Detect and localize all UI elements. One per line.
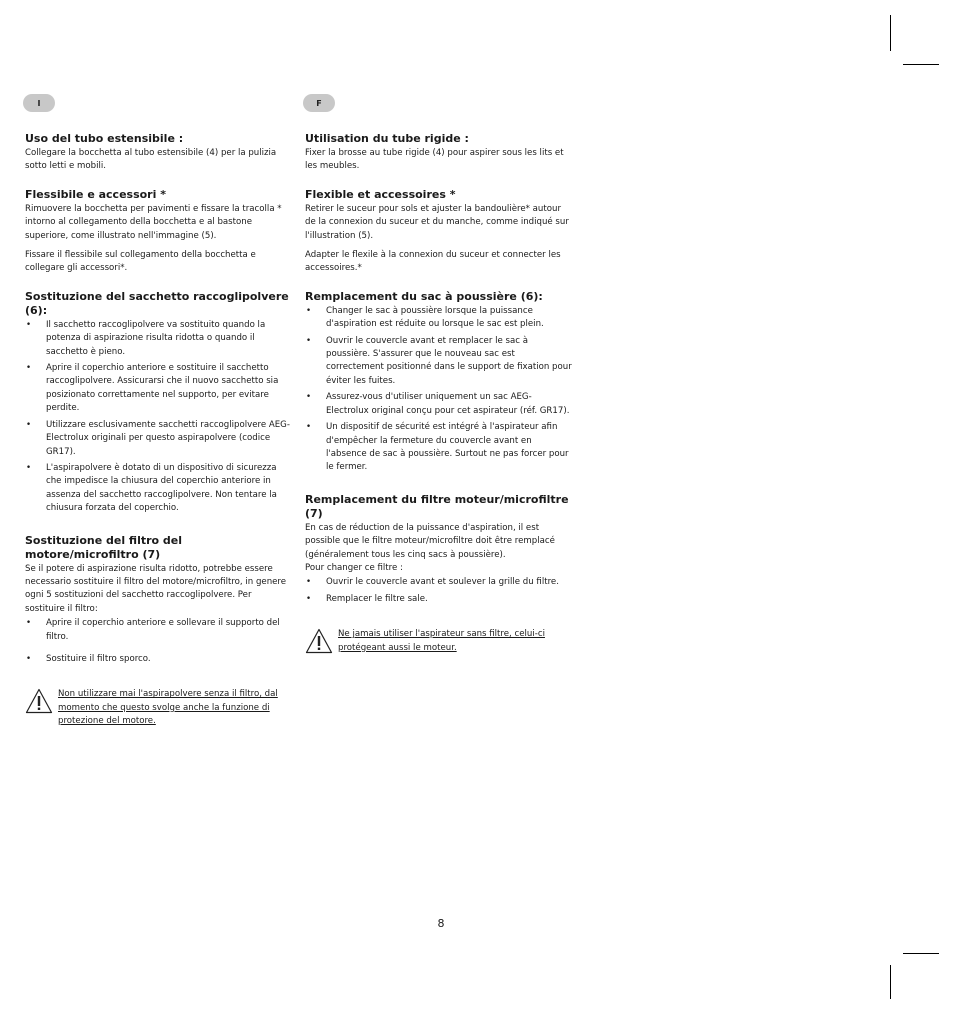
section-text: Fissare il flessibile sul collegamento della bocchetta e collegare gli accessori*. (25, 250, 256, 274)
italian-column (25, 94, 293, 729)
bullet-icon: • (26, 419, 32, 430)
section-heading: Sostituzione del filtro del motore/microfiltro (7) (25, 533, 183, 561)
warning-triangle-icon (25, 688, 53, 714)
section-text: Adapter le flexile à la connexion du suceur et connecter les accessoires.* (305, 250, 561, 274)
bullet-icon: • (26, 653, 32, 664)
crop-mark-bottom-horizontal (903, 953, 939, 954)
section-text: Se il potere di aspirazione risulta ridotto, potrebbe essere necessario sostituire il filtro del motore/microfiltro, in genere ogni 5 sostituzioni del sacchetto raccoglipolvere. Per sostituire il filtro: (25, 563, 287, 614)
bullet-icon: • (26, 462, 32, 473)
warning-text: Ne jamais utiliser l'aspirateur sans filtre, celui-ci protégeant aussi le moteur. (338, 629, 545, 653)
bullet-icon: • (26, 363, 32, 374)
section-motor-filter (305, 493, 573, 606)
section-heading: Flessibile e accessori * (25, 187, 166, 201)
warning-notice (25, 688, 293, 728)
list-item: • Un dispositif de sécurité est intégré à l'aspirateur afin d'empêcher la fermeture du couvercle avant en l'absence de sac à poussière. Surtout ne pas forcer pour le fermer. (306, 422, 569, 473)
section-heading: Flexible et accessoires * (305, 187, 456, 201)
list-item: • Aprire il coperchio anteriore e sollevare il supporto del filtro. (26, 618, 280, 642)
bullet-icon: • (26, 618, 32, 629)
crop-mark-bottom-vertical (890, 965, 891, 999)
section-text: Collegare la bocchetta al tubo estensibile (4) per la pulizia sotto letti e mobili. (25, 148, 277, 172)
section-heading: Utilisation du tube rigide : (305, 132, 469, 145)
list-item: • L'aspirapolvere è dotato di un dispositivo di sicurezza che impedisce la chiusura del coperchio anteriore in assenza del sacchetto raccoglipolvere. Non tentare la chiusura forzata del coperchio. (26, 462, 277, 514)
section-dust-bag (305, 290, 573, 475)
list-item: • Aprire il coperchio anteriore e sostituire il sacchetto raccoglipolvere. Assicurarsi che il nuovo sacchetto sia posizionato correttamente nel supporto, per evitare perdite. (26, 363, 279, 414)
crop-mark-top-vertical (890, 15, 891, 51)
bullet-icon: • (306, 392, 312, 403)
section-heading: Remplacement du sac à poussière (6): (305, 289, 543, 303)
section-text: Pour changer ce filtre : (305, 562, 403, 573)
list-item: • Assurez-vous d'utiliser uniquement un sac AEG-Electrolux original conçu pour cet aspirateur (réf. GR17). (306, 392, 570, 416)
bullet-icon: • (306, 593, 312, 604)
section-motor-filter (25, 534, 293, 667)
bullet-icon: • (306, 577, 312, 588)
list-item: • Remplacer le filtre sale. (305, 593, 573, 606)
language-badge-italian: I (23, 94, 55, 112)
section-extension-tube (25, 132, 293, 174)
section-text: Fixer la brosse au tube rigide (4) pour aspirer sous les lits et les meubles. (305, 148, 564, 172)
warning-notice (305, 628, 573, 655)
list-item: • Ouvrir le couvercle avant et soulever la grille du filtre. (305, 576, 573, 589)
warning-text: Non utilizzare mai l'aspirapolvere senza il filtro, dal momento che questo svolge anche la funzione di protezione del motore. (58, 689, 278, 727)
section-hose-accessories (25, 188, 293, 276)
language-badge-french: F (303, 94, 335, 112)
list-item: • Changer le sac à poussière lorsque la puissance d'aspiration est réduite ou lorsque le sac est plein. (306, 305, 544, 330)
bullet-list (305, 576, 573, 606)
section-text: En cas de réduction de la puissance d'aspiration, il est possible que le filtre moteur/microfiltre doit être remplacé (généralement tous les cinq sacs à poussière). (305, 522, 555, 560)
section-hose-accessories (305, 188, 573, 276)
bullet-icon: • (306, 422, 312, 433)
list-item: • Sostituire il filtro sporco. (25, 653, 293, 666)
bullet-list (25, 319, 293, 516)
section-rigid-tube (305, 132, 573, 174)
page-number: 8 (437, 917, 445, 930)
bullet-list (305, 305, 573, 475)
section-heading: Remplacement du filtre moteur/microfiltre (7) (305, 492, 569, 520)
bullet-list (25, 617, 293, 666)
bullet-icon: • (306, 335, 312, 346)
bullet-icon: • (306, 305, 312, 316)
section-text: Rimuovere la bocchetta per pavimenti e fissare la tracolla * intorno al collegamento della bocchetta e al bastone superiore, come illustrato nell'immagine (5). (25, 203, 282, 241)
crop-mark-top-horizontal (903, 64, 939, 65)
list-item: • Ouvrir le couvercle avant et remplacer le sac à poussière. S'assurer que le nouveau sac est correctement positionné dans le support de fixation pour éviter les fuites. (306, 335, 572, 386)
bullet-icon: • (26, 319, 32, 330)
section-text: Retirer le suceur pour sols et ajuster la bandoulière* autour de la connexion du suceur et du manche, comme indiqué sur l'illustration (5). (305, 203, 569, 241)
french-column (305, 94, 573, 655)
section-dust-bag (25, 290, 293, 516)
list-item: • Utilizzare esclusivamente sacchetti raccoglipolvere AEG-Electrolux originali per questo aspirapolvere (codice GR17). (26, 419, 290, 457)
warning-triangle-icon (305, 628, 333, 654)
section-heading: Sostituzione del sacchetto raccoglipolvere (6): (25, 289, 289, 317)
section-heading: Uso del tubo estensibile : (25, 132, 184, 145)
list-item: • Il sacchetto raccoglipolvere va sostituito quando la potenza di aspirazione risulta ridotta o quando il sacchetto è pieno. (26, 319, 266, 357)
